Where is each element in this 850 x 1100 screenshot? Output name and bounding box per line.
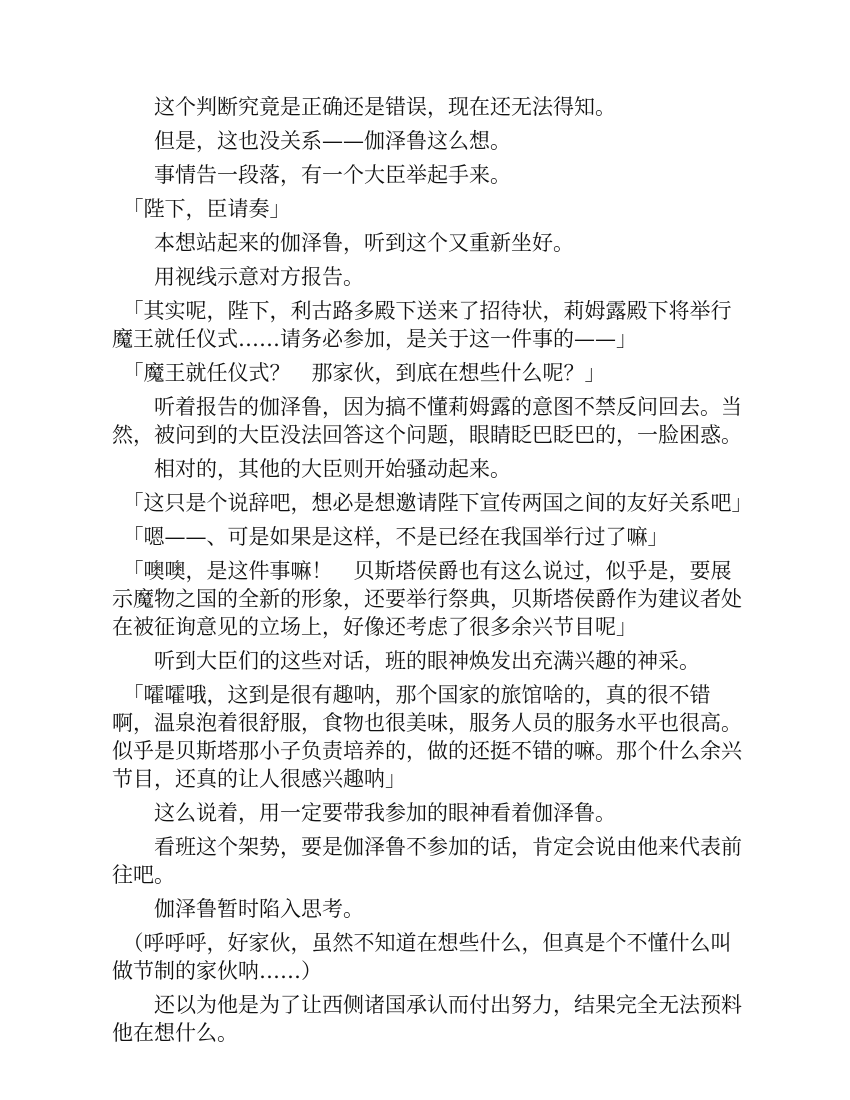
document-body (112, 93, 752, 1053)
paragraph: 用视线示意对方报告。 (112, 265, 364, 289)
paragraph: 本想站起来的伽泽鲁，听到这个又重新坐好。 (112, 231, 574, 255)
paragraph: 「这只是个说辞吧，想必是想邀请陛下宣传两国之间的友好关系吧」 (112, 491, 753, 515)
paragraph: 看班这个架势，要是伽泽鲁不参加的话，肯定会说由他来代表前往吧。 (112, 835, 742, 887)
paragraph: 这个判断究竟是正确还是错误，现在还无法得知。 (112, 95, 616, 119)
paragraph: 这么说着，用一定要带我参加的眼神看着伽泽鲁。 (112, 801, 616, 825)
paragraph: 事情告一段落，有一个大臣举起手来。 (112, 163, 511, 187)
paragraph: 相对的，其他的大臣则开始骚动起来。 (112, 457, 511, 481)
paragraph: （呼呼呼，好家伙，虽然不知道在想些什么，但真是个不懂什么叫做节制的家伙呐……） (112, 931, 732, 983)
paragraph: 「噢噢，是这件事嘛！ 贝斯塔侯爵也有这么说过，似乎是，要展示魔物之国的全新的形象，还要举行祭典，贝斯塔侯爵作为建议者处在被征询意见的立场上，好像还考虑了很多余兴节目呢」 (112, 559, 742, 639)
paragraph: 「嚯嚯哦，这到是很有趣呐，那个国家的旅馆啥的，真的很不错啊，温泉泡着很舒服，食物也很美味，服务人员的服务水平也很高。似乎是贝斯塔那小子负责培养的，做的还挺不错的嘛。那个什么余兴节目，还真的让人很感兴趣呐」 (112, 683, 742, 791)
paragraph: 听到大臣们的这些对话，班的眼神焕发出充满兴趣的神采。 (112, 649, 700, 673)
paragraph: 「魔王就任仪式？ 那家伙，到底在想些什么呢？」 (112, 361, 606, 385)
paragraph: 「其实呢，陛下，利古路多殿下送来了招待状，莉姆露殿下将举行魔王就任仪式……请务必参加，是关于这一件事的——」 (112, 299, 732, 351)
paragraph: 「陛下，臣请奏」 (112, 197, 291, 221)
paragraph: 还以为他是为了让西侧诸国承认而付出努力，结果完全无法预料他在想什么。 (112, 993, 742, 1045)
paragraph: 但是，这也没关系——伽泽鲁这么想。 (112, 129, 511, 153)
paragraph: 「嗯——、可是如果是这样，不是已经在我国举行过了嘛」 (112, 525, 669, 549)
paragraph: 听着报告的伽泽鲁，因为搞不懂莉姆露的意图不禁反问回去。当然，被问到的大臣没法回答这个问题，眼睛眨巴眨巴的，一脸困惑。 (112, 395, 742, 447)
paragraph: 伽泽鲁暂时陷入思考。 (112, 897, 364, 921)
